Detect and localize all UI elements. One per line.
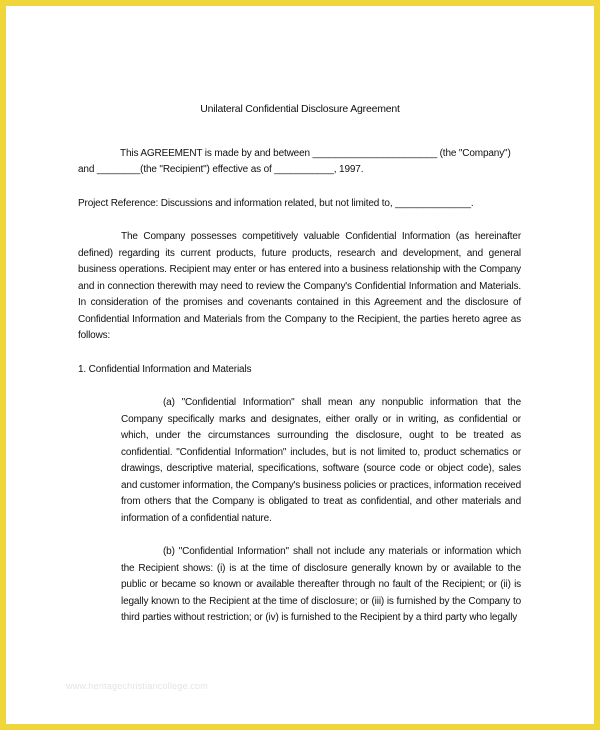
document-title: Unilateral Confidential Disclosure Agreement — [200, 103, 400, 115]
watermark-text: www.heritagechristiancollege.com — [66, 681, 208, 691]
intro-line-2: and ________(the "Recipient") effective as of ___________, 1997. — [78, 164, 364, 175]
document-page — [6, 6, 594, 724]
background-paragraph: The Company possesses competitively valuable Confidential Information (as hereinafter defined) regarding its current products, future products, research and development, and general business operations. Recipient may enter or has entered into a business relationship with the Company and in connection therewith may need to review the Company's Confidential Information and Materials. In consideration of the promises and covenants contained in this Agreement and the disclosure of Confidential Information and Materials from the Company to the Recipient, the parties hereto agree as follows: — [78, 231, 521, 341]
intro-line-1: This AGREEMENT is made by and between _______________________ (the "Company") — [120, 148, 511, 159]
clause-b-paragraph: (b) "Confidential Information" shall not include any materials or information which the Recipient shows: (i) is at the time of disclosure generally known by or available to the public or became so known or available thereafter through no fault of the Recipient; or (ii) is legally known to the Recipient at the time of disclosure; or (iii) is furnished by the Company to third parties without restriction; or (iv) is furnished to the Recipient by a third party who legally — [121, 546, 521, 623]
section-1-heading: 1. Confidential Information and Materials — [78, 364, 252, 375]
project-reference: Project Reference: Discussions and information related, but not limited to, ______________. — [78, 198, 474, 209]
clause-a-paragraph: (a) "Confidential Information" shall mean any nonpublic information that the Company specifically marks and designates, either orally or in writing, as confidential or which, under the circumstances surrounding the disclosure, ought to be treated as confidential. "Confidential Information" includes, but is not limited to, product schematics or drawings, descriptive material, specifications, software (source code or object code), sales and customer information, the Company's business policies or practices, information received from others that the Company is obligated to treat as confidential, and other materials and information of a confidential nature. — [121, 397, 521, 524]
